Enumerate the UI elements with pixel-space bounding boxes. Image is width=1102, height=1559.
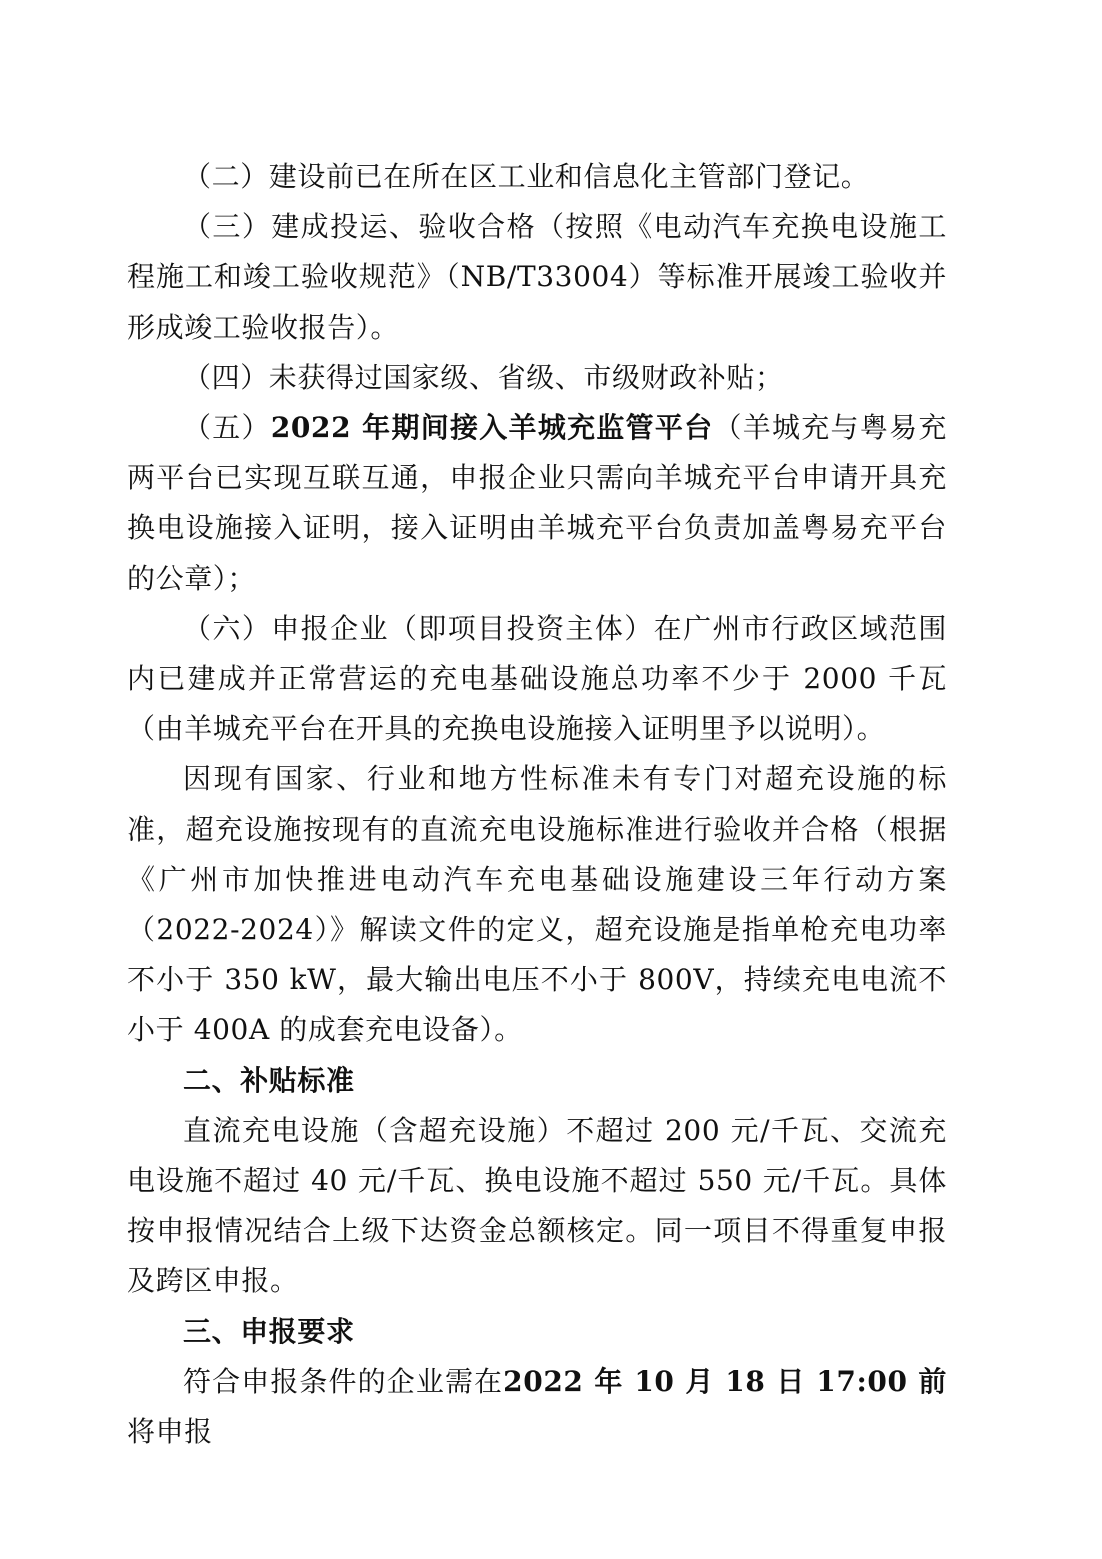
supercharger-note-paragraph: 因现有国家、行业和地方性标准未有专门对超充设施的标准，超充设施按现有的直流充电设施标准进行验收并合格（根据《广州市加快推进电动汽车充电基础设施建设三年行动方案（2022-2024）》解读文件的定义，超充设施是指单枪充电功率不小于 350 kW，最大输出电压不小于 800V，持续充电电流不小于 400A 的成套充电设备）。: [127, 762, 947, 1047]
subsidy-standard-paragraph: 直流充电设施（含超充设施）不超过 200 元/千瓦、交流充电设施不超过 40 元/千瓦、换电设施不超过 550 元/千瓦。具体按申报情况结合上级下达资金总额核定。同一项目不得重复申报及跨区申报。: [127, 1113, 947, 1298]
requirements-prefix: 符合申报条件的企业需在: [183, 1364, 504, 1398]
section-heading-subsidy-standard: 二、补贴标准: [183, 1063, 355, 1097]
condition-6-paragraph: （六）申报企业（即项目投资主体）在广州市行政区域范围内已建成并正常营运的充电基础设施总功率不少于 2000 千瓦（由羊城充平台在开具的充换电设施接入证明里予以说明）。: [127, 611, 947, 746]
section-heading-application-requirements: 三、申报要求: [183, 1314, 355, 1348]
condition-5-prefix: （五）: [183, 411, 271, 445]
application-requirements-paragraph: [127, 1357, 947, 1457]
condition-3-paragraph: （三）建成投运、验收合格（按照《电动汽车充换电设施工程施工和竣工验收规范》（NB/T33004）等标准开展竣工验收并形成竣工验收报告）。: [127, 210, 947, 344]
condition-2-paragraph: （二）建设前已在所在区工业和信息化主管部门登记。: [183, 160, 870, 193]
condition-5-bold-text: 2022 年期间接入羊城充监管平台: [270, 411, 714, 445]
deadline-bold-text: 2022 年 10 月 18 日 17:00 前: [503, 1364, 947, 1398]
condition-4-paragraph: （四）未获得过国家级、省级、市级财政补贴；: [183, 360, 784, 394]
document-page: [127, 152, 947, 1457]
requirements-rest: 将申报: [127, 1415, 213, 1449]
condition-5-rest: （羊城充与粤易充两平台已实现互联互通，申报企业只需向羊城充平台申请开具充换电设施接入证明，接入证明由羊城充平台负责加盖粤易充平台的公章）；: [127, 411, 947, 595]
condition-5-paragraph: [127, 403, 947, 604]
